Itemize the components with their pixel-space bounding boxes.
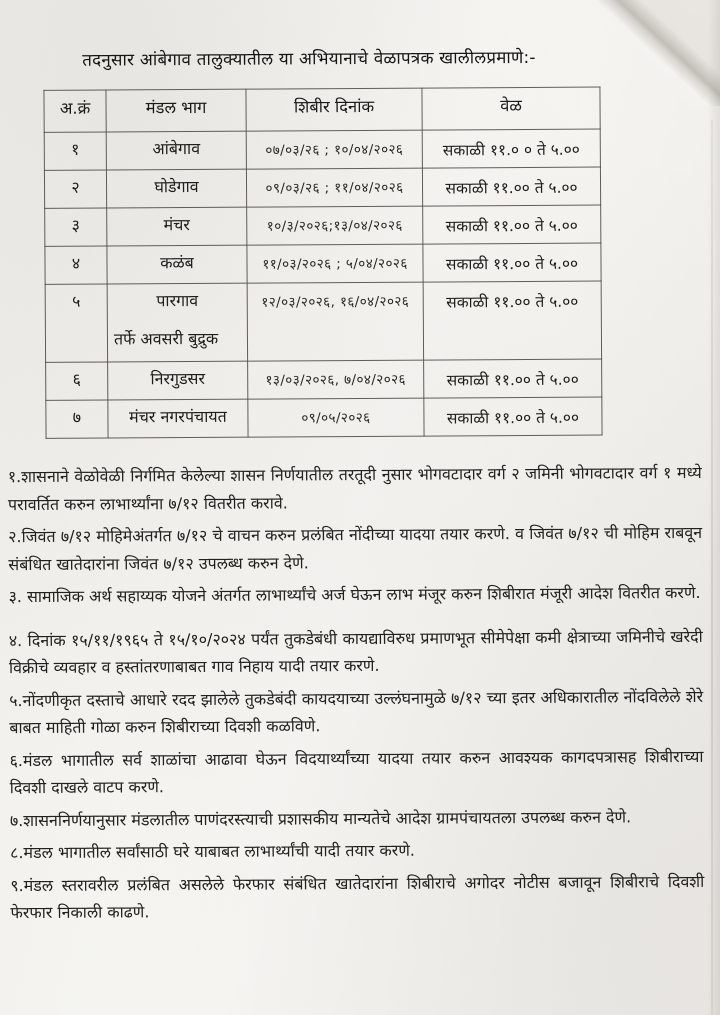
table-row	[46, 397, 602, 438]
note-paragraph: १.शासनाने वेळोवेळी निर्गमित केलेल्या शासन निर्णयातील तरतूदी नुसार भोगवटादार वर्ग २ जमिनी भोगवटादार वर्ग १ मध्ये परावर्तित करुन लाभार्थ्यांना ७/१२ वितरीत करावे.	[7, 462, 702, 514]
table-row	[45, 281, 601, 362]
note-paragraph: ८.मंडल भागातील सर्वांसाठी घरे याबाबत लाभार्थ्यांची यादी तयार करणे.	[10, 840, 416, 863]
cell-mandal	[107, 245, 247, 284]
cell-serial: ६	[46, 362, 108, 400]
column-header-time: वेळ	[422, 87, 600, 130]
note-paragraph: ९.मंडल स्तरावरील प्रलंबित असलेले फेरफार संबंधित खातेदारांना शिबीराचे अगोदर नोटीस बजावून शिबीराचे दिवशी फेरफार निकाली काढणे.	[10, 871, 705, 923]
mandal-name: कळंब	[160, 253, 194, 273]
table-row	[44, 167, 600, 208]
mandal-name: मंचर	[163, 215, 190, 235]
cell-time: सकाळी ११.०० ते ५.००	[422, 167, 600, 206]
note-paragraph: ४. दिनांक १५/११/१९६५ ते १५/१०/२०२४ पर्यंत तुकडेबंधी कायद्याविरुध प्रमाणभूत सीमेपेक्षा कमी क्षेत्राच्या जमिनीचे खरेदी विक्रीचे व्यवहार व हस्तांतरणाबाबत गाव निहाय यादी तयार करणे.	[8, 626, 703, 678]
cell-time: सकाळी ११.०० ते ५.००	[424, 397, 602, 436]
schedule-table-body	[44, 129, 602, 438]
column-header-camp-date: शिबीर दिनांक	[246, 88, 422, 131]
cell-time: सकाळी ११.०० ते ५.००	[423, 243, 601, 282]
cell-mandal	[108, 399, 248, 438]
mandal-name: मंचर नगरपंचायत	[129, 406, 227, 427]
table-row	[45, 243, 601, 284]
schedule-table-header	[44, 87, 600, 132]
note-paragraph: ५.नोंदणीकृत दस्ताचे आधारे रदद झालेले तुकडेबंदी कायदयाच्या उल्लंघनामुळे ७/१२ च्या इतर अधिकारातील नोंदविलेले शेरे बाबत माहिती गोळा करुन शिबीराच्या दिवशी कळविणे.	[9, 686, 704, 738]
cell-camp-dates: १२/०३/२०२६, १६/०४/२०२६	[247, 282, 423, 361]
mandal-name: आंबेगाव	[152, 138, 201, 159]
cell-time: सकाळी ११.०० ते ५.००	[423, 281, 601, 360]
cell-time: सकाळी ११.० ० ते ५.००	[422, 129, 600, 168]
notes-list	[8, 459, 705, 927]
column-header-serial: अ.क्रं	[44, 90, 106, 132]
mandal-name: पारगाव	[156, 290, 199, 311]
cell-mandal	[107, 207, 247, 246]
note-paragraph: ७.शासननिर्णयानुसार मंडलातील पाणंदरस्त्याची प्रशासकीय मान्यतेचे आदेश ग्रामपंचायतला उपलब्ध करुन देणे.	[9, 806, 632, 830]
mandal-name: निरगुडसर	[150, 368, 206, 389]
cell-serial: १	[44, 132, 106, 170]
table-row	[44, 129, 600, 170]
note-paragraph: ३. सामाजिक अर्थ सहाय्यक योजने अंतर्गत लाभार्थ्यांचे अर्ज घेऊन लाभ मंजूर करुन शिबीरात मंजूरी आदेश वितरीत करणे.	[8, 582, 701, 607]
cell-camp-dates: ०७/०३/२६ ; १०/०४/२०२६	[246, 130, 422, 169]
cell-camp-dates: ११/०३/२०२६ ; ५/०४/२०२६	[247, 244, 423, 283]
cell-mandal	[106, 169, 246, 208]
cell-serial: ५	[45, 284, 107, 362]
note-paragraph: २.जिवंत ७/१२ मोहिमेअंतर्गत ७/१२ चे वाचन करुन प्रलंबित नोंदीच्या यादया तयार करणे. व जिवंत ७/१२ ची मोहिम राबवून संबंधित खातेदारांना जिवंत ७/१२ उपलब्ध करुन देणे.	[8, 522, 703, 574]
cell-camp-dates: ०९/०३/२६ ; ११/०४/२०२६	[246, 168, 422, 207]
intro-line: तदनुसार आंबेगाव तालुक्यातील या अभियानाचे वेळापत्रक खालीलप्रमाणे:-	[82, 47, 536, 71]
cell-time: सकाळी ११.०० ते ५.००	[424, 359, 602, 398]
cell-mandal	[106, 131, 246, 170]
note-paragraph: ६.मंडल भागातील सर्व शाळांचा आढावा घेऊन विदयार्थ्यांच्या यादया तयार करुन आवश्यक कागदपत्रासह शिबीराच्या दिवशी दाखले वाटप करणे.	[9, 746, 704, 798]
cell-serial: ४	[45, 246, 107, 284]
cell-mandal	[107, 283, 247, 362]
cell-camp-dates: ०९/०५/२०२६	[248, 398, 424, 437]
cell-mandal	[108, 361, 248, 400]
mandal-name: घोडेगाव	[154, 176, 199, 197]
cell-serial: ३	[45, 208, 107, 246]
table-row	[45, 205, 601, 246]
cell-serial: ७	[46, 400, 108, 438]
table-row	[46, 359, 602, 400]
cell-serial: २	[44, 170, 106, 208]
schedule-table	[43, 87, 602, 439]
cell-time: सकाळी ११.०० ते ५.००	[423, 205, 601, 244]
cell-camp-dates: १०/३/२०२६;१३/०४/२०२६	[247, 206, 423, 245]
header-row	[44, 87, 600, 132]
cell-camp-dates: १३/०३/२०२६, ७/०४/२०२६	[248, 360, 424, 399]
mandal-name-line2: तर्फे अवसरी बुद्रुक	[113, 328, 219, 349]
column-header-mandal: मंडल भाग	[106, 89, 246, 132]
